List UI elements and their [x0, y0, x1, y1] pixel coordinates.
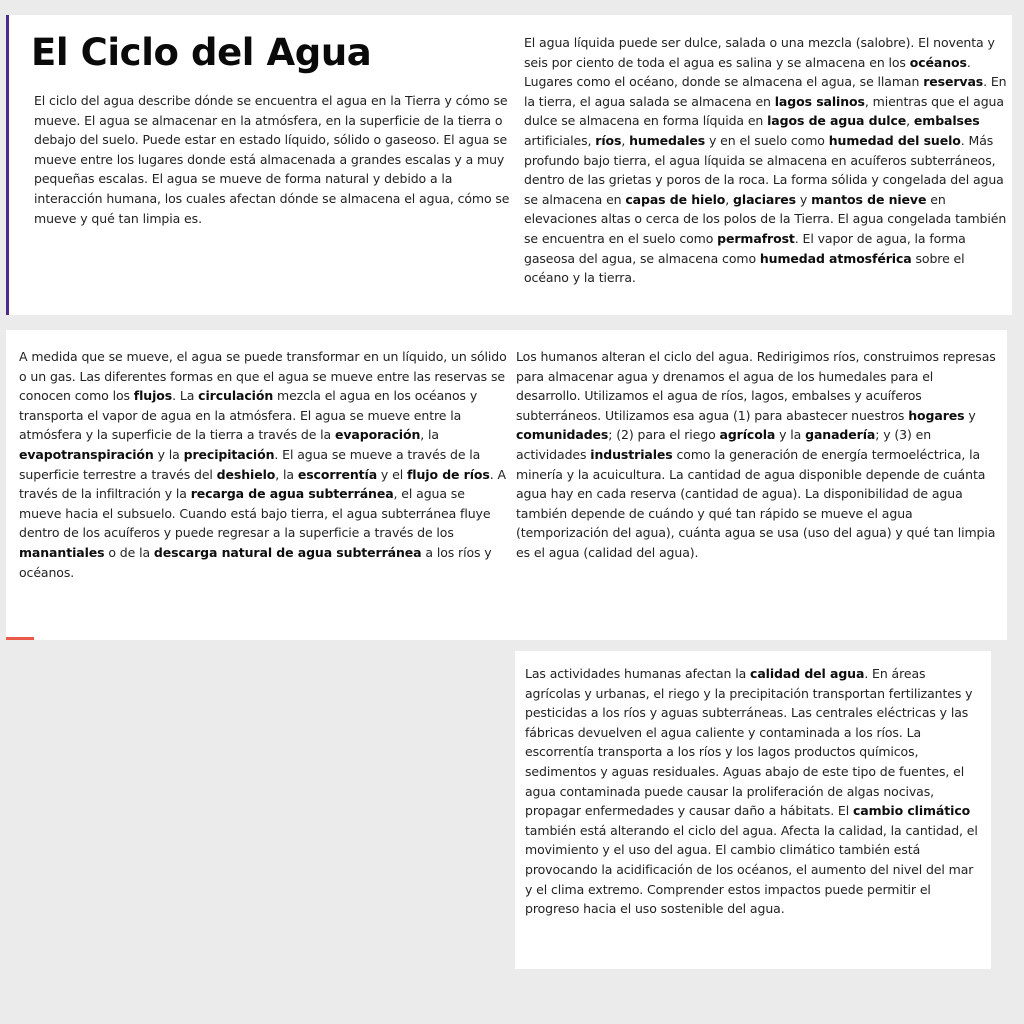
middle-panel	[6, 330, 1007, 640]
text-run: o de la	[104, 544, 154, 560]
bold-term: evapotranspiración	[19, 446, 154, 462]
bold-term: lagos salinos	[774, 93, 865, 109]
text-run: , el agua se mueve hacia el subsuelo. Cuando está bajo tierra, el agua subterránea fluye dentro de los acuíferos y puede regresar a la superficie a través de los	[19, 486, 491, 541]
bold-term: humedales	[629, 132, 706, 148]
bold-term: océanos	[909, 54, 967, 70]
bottom-panel	[515, 651, 991, 969]
text-run: . En áreas agrícolas y urbanas, el riego y la precipitación transportan fertilizantes y pesticidas a los ríos y aguas subterráneas. Las centrales eléctricas y las fábricas devuelven el agua caliente y contaminada a los ríos. La escorrentía transporta a los ríos y los lagos productos químicos, sedimentos y aguas residuales. Aguas abajo de este tipo de fuentes, el agua contaminada puede causar la proliferación de algas nocivas, propagar enfermedades y causar daño a hábitats. El	[525, 666, 973, 819]
paragraph-calidad	[525, 664, 981, 919]
bold-term: escorrentía	[297, 466, 378, 482]
text-run: ,	[906, 113, 914, 129]
text-run: y el	[377, 466, 407, 482]
bold-term: circulación	[198, 388, 274, 404]
bold-term: evaporación	[335, 427, 421, 443]
text-run: ; (2) para el riego	[608, 427, 720, 443]
text-run: como la generación de energía termoeléctrica, la minería y la acuicultura. La cantidad de agua disponible depende de cuánta agua hay en cada reserva (cantidad de agua). La disponibilidad de agua también depende de cuándo y qué tan rápido se mueve el agua (temporización del agua), cuánta agua se usa (uso del agua) y qué tan limpia es el agua (calidad del agua).	[516, 446, 996, 560]
bold-term: ríos	[595, 132, 622, 148]
paragraph-humanos	[516, 347, 1000, 563]
bold-term: manantiales	[19, 544, 105, 560]
text-run: A medida que se mueve, el agua se puede transformar en un líquido, un sólido o un gas. Las diferentes formas en que el agua se mueve entre las reservas se conocen como los	[19, 349, 507, 404]
bold-term: lagos de agua dulce	[767, 113, 907, 129]
bold-term: hogares	[908, 407, 965, 423]
paragraph-reservas	[524, 33, 1010, 288]
bold-term: calidad del agua	[750, 666, 865, 681]
bold-term: capas de hielo	[625, 191, 726, 207]
text-run: . La	[172, 388, 199, 404]
bold-term: descarga natural de agua subterránea	[153, 544, 422, 560]
text-run: y en el suelo como	[705, 132, 829, 148]
text-run: artificiales,	[524, 132, 596, 148]
accent-bar	[6, 637, 34, 640]
text-run: mezcla el agua en los océanos y transporta el vapor de agua en la atmósfera. El agua se mueve entre la atmósfera y la superficie de la tierra a través de la	[19, 388, 478, 443]
text-run: Los humanos alteran el ciclo del agua. Redirigimos ríos, construimos represas para almacenar agua y drenamos el agua de los humedales para el desarrollo. Utilizamos el agua de ríos, lagos, embalses y acuíferos subterráneos. Utilizamos esa agua (1) para abastecer nuestros	[516, 349, 996, 423]
bold-term: embalses	[913, 113, 980, 129]
text-run: y la	[775, 427, 806, 443]
bold-term: ganadería	[805, 427, 876, 443]
bold-term: industriales	[590, 446, 673, 462]
paragraph-intro	[34, 91, 510, 228]
text-run: . En la tierra, el agua salada se almacena en	[524, 74, 1007, 109]
bold-term: permafrost	[717, 230, 795, 246]
text-run: . El agua se mueve a través de la superficie terrestre a través del	[19, 446, 481, 482]
text-run: ,	[725, 191, 734, 207]
text-run: también está alterando el ciclo del agua. Afecta la calidad, la cantidad, el movimiento y el uso del agua. El cambio climático también está provocando la acidificación de los océanos, el aumento del nivel del mar y el clima extremo. Comprender estos impactos puede permitir el progreso hacia el uso sostenible del agua.	[525, 822, 978, 917]
text-run: . Más profundo bajo tierra, el agua líquida se almacena en acuíferos subterráneos, dentro de las grietas y poros de la roca. La forma sólida y congelada del agua se almacena en	[524, 132, 1004, 207]
bold-term: cambio climático	[852, 803, 971, 819]
text-run: y la	[153, 446, 184, 462]
bold-term: humedad del suelo	[828, 132, 961, 148]
bold-term: agrícola	[719, 427, 776, 443]
text-run: y	[796, 191, 812, 207]
text-run: ; y (3) en actividades	[516, 427, 932, 462]
page-title: El Ciclo del Agua	[31, 31, 372, 74]
text-run: , la	[275, 466, 298, 482]
bold-term: precipitación	[183, 446, 275, 462]
bold-term: glaciares	[733, 191, 797, 207]
text-run: . El vapor de agua, la forma gaseosa del agua, se almacena como	[524, 230, 966, 266]
text-run: ,	[621, 132, 630, 148]
text-run: y	[964, 407, 976, 423]
text-run: , mientras que el agua dulce se almacena en forma líquida en	[524, 93, 1004, 129]
text-run: El agua líquida puede ser dulce, salada o una mezcla (salobre). El noventa y seis por ciento de toda el agua es salina y se almacena en los	[524, 35, 995, 70]
text-run: en elevaciones altas o cerca de los polos de la Tierra. El agua congelada también se encuentra en el suelo como	[524, 191, 1007, 246]
bold-term: reservas	[923, 74, 984, 90]
text-run: sobre el océano y la tierra.	[524, 250, 965, 286]
text-run: a los ríos y océanos.	[19, 544, 492, 580]
text-run: . Lugares como el océano, donde se almacena el agua, se llaman	[524, 54, 971, 90]
bold-term: comunidades	[516, 427, 609, 443]
text-run: El ciclo del agua describe dónde se encuentra el agua en la Tierra y cómo se mueve. El agua se almacenar en la atmósfera, en la superficie de la tierra o debajo del suelo. Puede estar en estado líquido, sólido o gaseoso. El agua se mueve entre los lugares donde está almacenada a grandes escalas y a muy pequeñas escalas. El agua se mueve de forma natural y debido a la interacción humana, los cuales afectan dónde se almacena el agua, cómo se mueve y qué tan limpia es.	[34, 93, 510, 226]
paragraph-flujos	[19, 347, 507, 582]
bold-term: flujo de ríos	[406, 466, 490, 482]
text-run: Las actividades humanas afectan la	[525, 666, 751, 681]
bold-term: humedad atmosférica	[759, 250, 912, 266]
bold-term: recarga de agua subterránea	[190, 486, 394, 502]
top-panel	[6, 15, 1012, 315]
text-run: . A través de la infiltración y la	[19, 466, 506, 502]
bold-term: flujos	[133, 388, 173, 404]
text-run: , la	[420, 427, 439, 443]
bold-term: deshielo	[216, 466, 276, 482]
bold-term: mantos de nieve	[811, 191, 927, 207]
